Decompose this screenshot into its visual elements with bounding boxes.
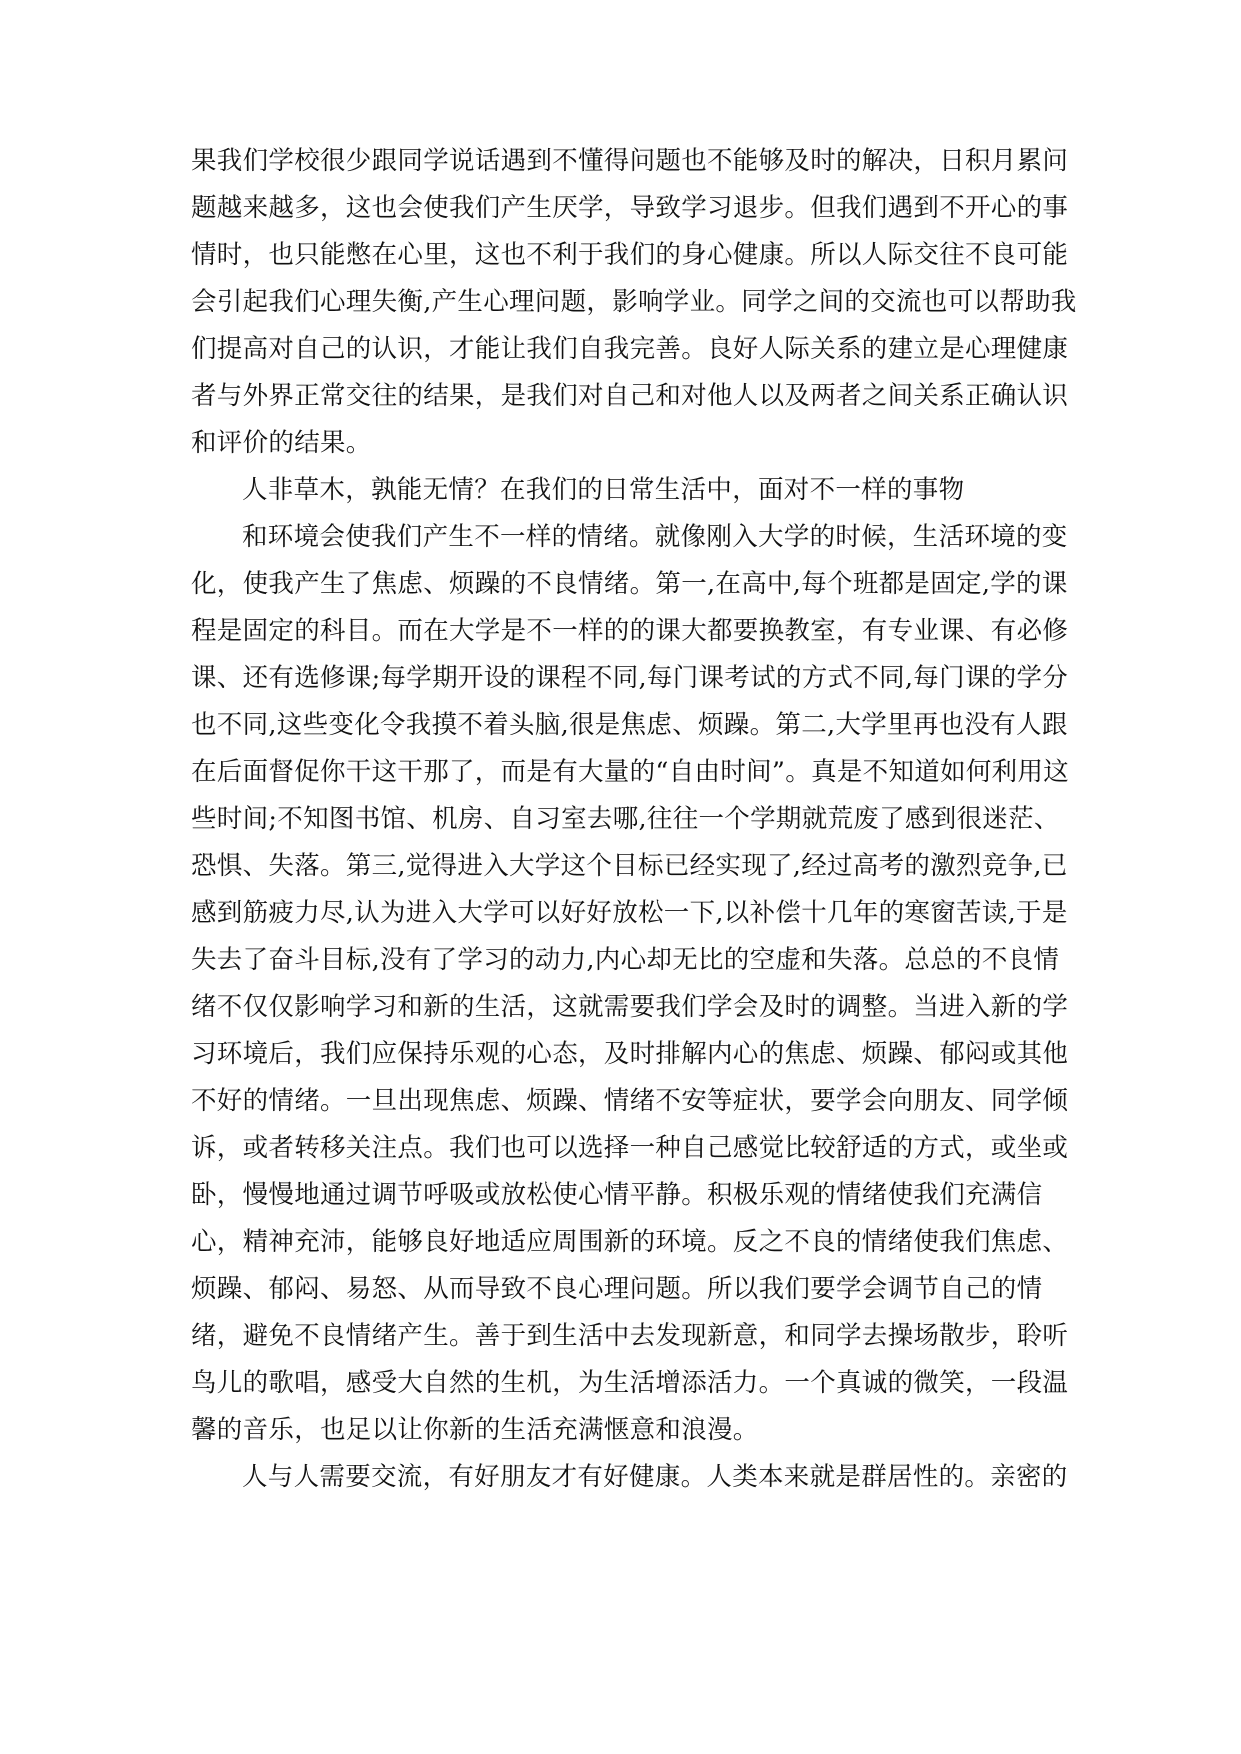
text-line: 程是固定的科目。而在大学是不一样的的课大都要换教室，有专业课、有必修 [191, 616, 1069, 646]
text-line: 们提高对自己的认识，才能让我们自我完善。良好人际关系的建立是心理健康 [191, 334, 1069, 364]
text-line: 和评价的结果。 [191, 428, 372, 458]
text-line: 卧，慢慢地通过调节呼吸或放松使心情平静。积极乐观的情绪使我们充满信 [191, 1180, 1043, 1210]
text-line: 题越来越多，这也会使我们产生厌学，导致学习退步。但我们遇到不开心的事 [191, 193, 1069, 223]
paragraph-first-line: 人与人需要交流，有好朋友才有好健康。人类本来就是群居性的。亲密的 [242, 1462, 1068, 1492]
text-line: 些时间;不知图书馆、机房、自习室去哪,往往一个学期就荒废了感到很迷茫、 [191, 804, 1060, 834]
text-line: 化，使我产生了焦虑、烦躁的不良情绪。第一,在高中,每个班都是固定,学的课 [191, 569, 1068, 599]
text-line: 习环境后，我们应保持乐观的心态，及时排解内心的焦虑、烦躁、郁闷或其他 [191, 1039, 1069, 1069]
text-line: 心，精神充沛，能够良好地适应周围新的环境。反之不良的情绪使我们焦虑、 [191, 1227, 1069, 1257]
text-line: 在后面督促你干这干那了，而是有大量的“自由时间”。真是不知道如何利用这 [191, 757, 1070, 787]
text-line: 绪不仅仅影响学习和新的生活，这就需要我们学会及时的调整。当进入新的学 [191, 992, 1069, 1022]
text-line: 课、还有选修课;每学期开设的课程不同,每门课考试的方式不同,每门课的学分 [191, 663, 1069, 693]
text-line: 烦躁、郁闷、易怒、从而导致不良心理问题。所以我们要学会调节自己的情 [191, 1274, 1043, 1304]
text-line: 也不同,这些变化令我摸不着头脑,很是焦虑、烦躁。第二,大学里再也没有人跟 [191, 710, 1068, 740]
text-line: 绪，避免不良情绪产生。善于到生活中去发现新意，和同学去操场散步，聆听 [191, 1321, 1069, 1351]
text-line: 鸟儿的歌唱，感受大自然的生机，为生活增添活力。一个真诚的微笑，一段温 [191, 1368, 1069, 1398]
text-line: 诉，或者转移关注点。我们也可以选择一种自己感觉比较舒适的方式，或坐或 [191, 1133, 1069, 1163]
text-line: 失去了奋斗目标,没有了学习的动力,内心却无比的空虚和失落。总总的不良情 [191, 945, 1060, 975]
paragraph-first-line: 人非草木，孰能无情？在我们的日常生活中，面对不一样的事物 [242, 475, 965, 505]
text-line: 者与外界正常交往的结果，是我们对自己和对他人以及两者之间关系正确认识 [191, 381, 1069, 411]
text-line: 恐惧、失落。第三,觉得进入大学这个目标已经实现了,经过高考的激烈竞争,已 [191, 851, 1068, 881]
text-line: 会引起我们心理失衡,产生心理问题，影响学业。同学之间的交流也可以帮助我 [191, 287, 1077, 317]
text-line: 果我们学校很少跟同学说话遇到不懂得问题也不能够及时的解决，日积月累问 [191, 146, 1069, 176]
text-line: 馨的音乐，也足以让你新的生活充满惬意和浪漫。 [191, 1415, 759, 1445]
text-line: 不好的情绪。一旦出现焦虑、烦躁、情绪不安等症状，要学会向朋友、同学倾 [191, 1086, 1069, 1116]
text-line: 感到筋疲力尽,认为进入大学可以好好放松一下,以补偿十几年的寒窗苦读,于是 [191, 898, 1068, 928]
text-line: 和环境会使我们产生不一样的情绪。就像刚入大学的时候，生活环境的变 [242, 522, 1068, 552]
text-line: 情时，也只能憋在心里，这也不利于我们的身心健康。所以人际交往不良可能 [191, 240, 1069, 270]
